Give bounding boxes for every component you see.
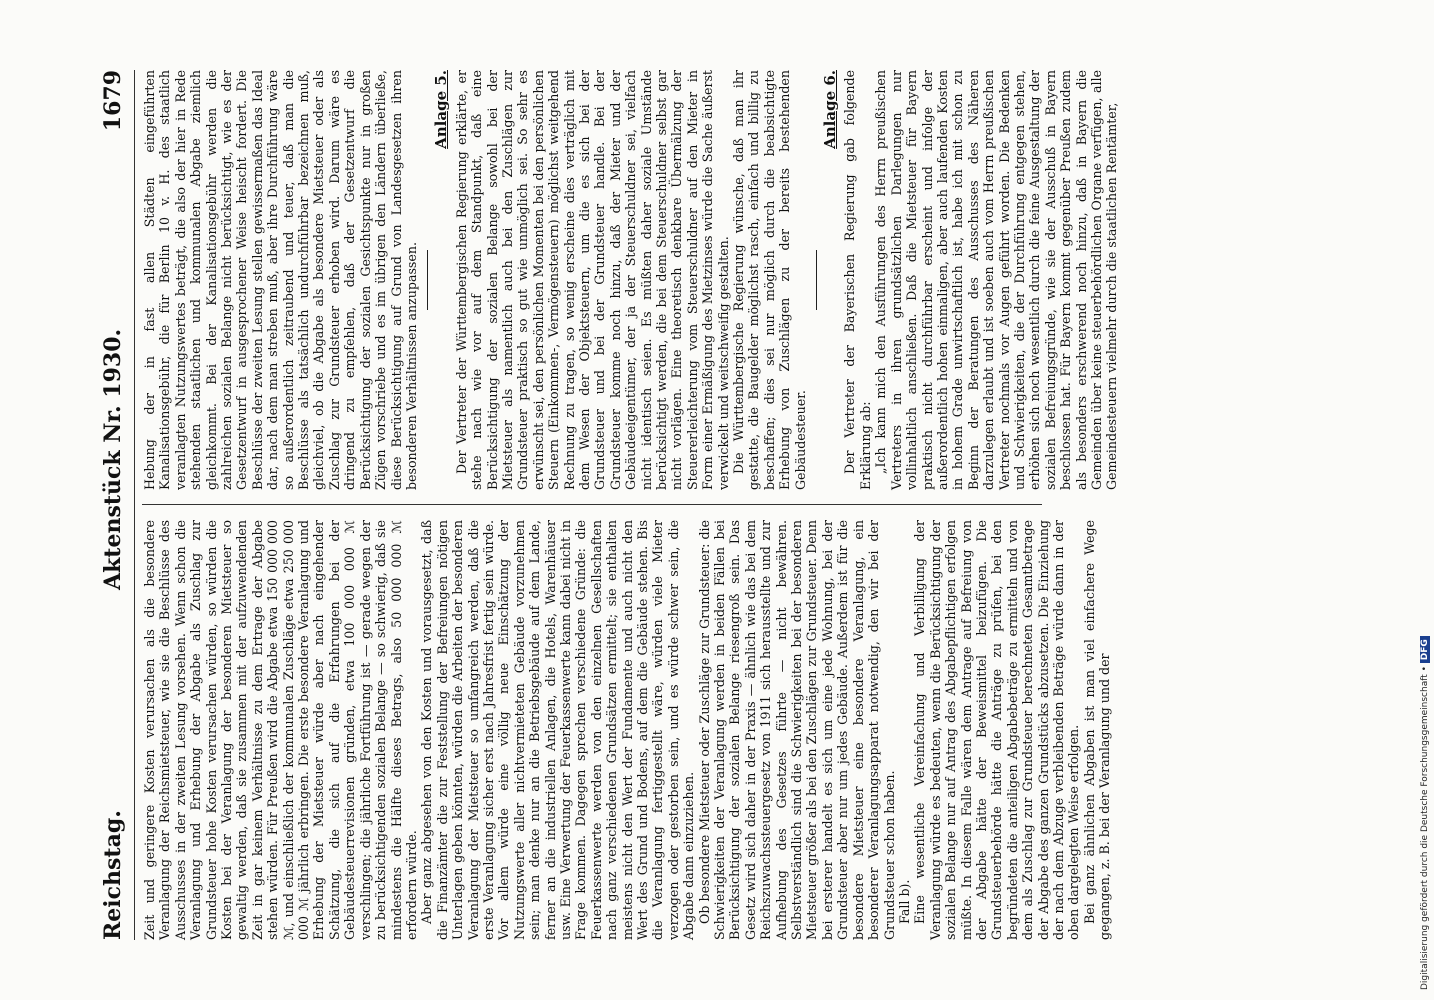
credit-text: Digitalisierung gefördert durch die Deutsche Forschungsgemeinschaft • (1420, 666, 1430, 990)
section-rule (816, 250, 817, 310)
digitization-credit (1420, 636, 1430, 990)
page-number: 1679 (100, 70, 126, 132)
column-right (142, 70, 1120, 490)
paragraph: Der Vertreter der Württembergischen Regierung erklärte, er stehe nach wie vor auf dem Standpunkt, daß eine Berücksichtigung der sozialen Belange sowohl bei der Mietsteuer als namentlich auch bei den Zuschlägen zur Grundsteuer praktisch so gut wie unmöglich sei. So sehr es erwünscht sei, den persönlichen Momenten bei den persönlichen Steuern (Einkommen-, Vermögensteuern) möglichst weitgehend Rechnung zu tragen, so wenig erscheine dies verträglich mit dem Wesen der Objektsteuern, um die es sich bei der Grundsteuer und bei der Grundsteuer handle. Bei der Grundsteuer komme noch hinzu, daß der Mieter und der Gebäudeeigentümer, der ja der Steuerschuldner sei, vielfach nicht identisch seien. Es müßten daher soziale Umstände berücksichtigt werden, die bei dem Steuerschuldner selbst gar nicht vorlägen. Eine theoretisch denkbare Übermälzung der Steuererleichterung vom Steuerschuldner auf den Mieter in Form einer Ermäßigung des Mietzinses würde die Sache äußerst verwickelt und weitschweifig gestalten. (453, 70, 731, 490)
paragraph: Eine wesentliche Vereinfachung und Verbilligung der Veranlagung würde es bedeuten, wenn die Berücksichtigung der sozialen Belange nur auf Antrag des Abgabepflichtigen erfolgen müßte. In diesem Falle wären dem Antrage auf Befreiung von der Abgabe hätte der Beweismittel beizufügen. Die Grundsteuerbehörde hätte die Anträge zu prüfen, bei den begründeten die anteiligen Abgabebeträge zu ermitteln und von dem als Zuschlag zur Grundsteuer berechneten Gesamtbetrage der Abgabe des ganzen Grundstücks abzusetzen. Die Einziehung der nach dem Abzuge verbleibenden Beträge würde dann in der oben dargelegten Weise erfolgen. (912, 520, 1082, 940)
case-heading: Fall b). (896, 879, 912, 924)
header-rule (134, 70, 135, 940)
paragraph: „Ich kann mich den Ausführungen des Herrn preußischen Vertreters in ihren grundsätzlichen Darlegungen nur vollinhaltlich anschließen. Daß die Mietsteuer für Bayern praktisch nicht durchführbar erscheint und infolge der außerordentlich hohen einmaligen, aber auch laufenden Kosten in hohem Grade unwirtschaftlich ist, habe ich mit schon zu Beginn der Beratungen des Ausschusses des Näheren darzulegen erlaubt und ist soeben auch vom Herrn preußischen Vertreter nochmals vor Augen geführt worden. Die Bedenken und Schwierigkeiten, die der Durchführung entgegen stehen, erhöhen sich noch wesentlich durch die feine Ausgestaltung der sozialen Befreiungsgründe, wie sie der Ausschuß in Bayern beschlossen hat. Für Bayern kommt gegenüber Preußen zudem als besonders erschwerend noch hinzu, daß in Bayern die Gemeinden über keine steuerbehördlichen Organe verfügen, alle Gemeindesteuern vielmehr durch die staatlichen Rentämter, (873, 70, 1120, 490)
page-header (100, 70, 134, 940)
column-divider (142, 504, 1042, 505)
column-left (142, 520, 1113, 940)
rotated-page (100, 70, 1420, 940)
section-rule (427, 250, 428, 310)
paragraph: Die Württembergische Regierung wünsche, daß man ihr gestatte, die Baugelder möglichst rasch, einfach und billig zu beschaffen; dies sei nur möglich durch die beabsichtigte Erhebung von Zuschlägen zu der bereits bestehenden Gebäudesteuer. (731, 70, 808, 490)
section-title-anlage-6: Anlage 6. (821, 70, 840, 149)
paragraph: Aber ganz abgesehen von den Kosten und vorausgesetzt, daß die Finanzämter die zur Feststellung der Befreiungen nötigen Unterlagen geben könnten, würden die Arbeiten der besonderen Veranlagung der Mietsteuer so umfangreich werden, daß die erste Veranlagung sicher erst nach Jahresfrist fertig sein würde. Vor allem würde eine völlig neue Einschätzung der Nutzungswerte aller nichtvermieteten Gebäude vorzunehmen sein; man denke nur an die Betriebsgebäude auf dem Lande, ferner an die industriellen Anlagen, die Hotels, Warenhäuser usw. Eine Verwertung der Feuerkassenwerte kann dabei nicht in Frage kommen. Dagegen sprechen verschiedene Gründe: die Feuerkassenwerte werden von den einzelnen Gesellschaften nach ganz verschiedenen Grundsätzen ermittelt; sie enthalten meistens nicht den Wert der Fundamente und auch nicht den Wert des Grund und Bodens, auf dem die Gebäude stehen. Bis die Veranlagung fertiggestellt wäre, würden viele Mieter verzogen oder gestorben sein, und es würde schwer sein, die Abgabe dann einzuziehen. (419, 520, 697, 940)
section-title-anlage-5: Anlage 5. (432, 70, 451, 149)
paragraph: Der Vertreter der Bayerischen Regierung gab folgende Erklärung ab: (842, 70, 873, 490)
paragraph: Zeit und geringere Kosten verursachen als die besondere Veranlagung der Reichsmietsteuer, wie sie die Beschlüsse des Ausschusses in der zweiten Lesung vorsehen. Wenn schon die Veranlagung und Erhebung der Abgabe als Zuschlag zur Grundsteuer hohe Kosten verursachen würden, so würden die Kosten bei der Veranlagung der besonderen Mietsteuer so gewaltig werden, daß sie zusammen mit der aufzuwendenden Zeit in gar keinem Verhältnisse zu dem Ertrage der Abgabe stehen würden. Für Preußen wird die Abgabe etwa 150 000 000 ℳ, und einschließlich der kommunalen Zuschläge etwa 250 000 000 ℳ jährlich erbringen. Die erste besondere Veranlagung und Erhebung der Mietsteuer würde aber nach eingehender Schätzung, die sich auf die Erfahrungen bei der Gebäudesteuerrevisionen gründen, etwa 100 000 000 ℳ verschlingen; die jährliche Fortführung ist — gerade wegen der zu berücksichtigenden sozialen Belange — so schwierig, daß sie mindestens die Hälfte dieses Betrags, also 50 000 000 ℳ erfordern würde. (142, 520, 419, 940)
paragraph: Hebung der in fast allen Städten eingeführten Kanalisationsgebühr, die für Berlin 10 v. H. des staatlich veranlagten Nutzungswertes beträgt, die also der hier in Rede stehenden staatlichen und kommunalen Abgabe ziemlich gleichkommt. Bei der Kanalisationsgebühr werden die zahlreichen sozialen Belange nicht berücksichtigt, wie es der Gesetzentwurf in ausgesprochener Weise heischt fordert. Die Beschlüsse der zweiten Lesung stellen gewissermaßen das Ideal dar, nach dem man streben muß, aber ihre Durchführung wäre so außerordentlich zeitraubend und teuer, daß man die Beschlüsse als tatsächlich undurchführbar bezeichnen muß, gleichviel, ob die Abgabe als besondere Mietsteuer oder als Zuschlag zur Grundsteuer erhoben wird. Darum wäre es dringend zu empfehlen, daß der Gesetzentwurf die Berücksichtigung der sozialen Gesichtspunkte nur in großen Zügen vorschriebe und es im übrigen den Ländern überließe, diese Berücksichtigung auf Grund von Landesgesetzen ihren besonderen Verhältnissen anzupassen. (142, 70, 419, 490)
paragraph: Ob besondere Mietsteuer oder Zuschläge zur Grundsteuer: die Schwierigkeiten der Veranlagung werden in beiden Fällen bei Berücksichtigung der sozialen Belange riesengroß sein. Das Gesetz wird sich daher in der Praxis — ähnlich wie das bei dem Reichszuwachssteuergesetz von 1911 sich herausstellte und zur Aufhebung des Gesetzes führte — nicht bewähren. Selbstverständlich sind die Schwierigkeiten bei der besonderen Mietsteuer größer als bei den Zuschlägen zur Grundsteuer. Denn bei ersterer handelt es sich um eine jede Wohnung, bei der Grundsteuer aber nur um jedes Gebäude. Außerdem ist für die besondere Mietsteuer eine besondere Veranlagung, ein besonderer Veranlagungsapparat notwendig, den wir bei der Grundsteuer schon haben. (696, 520, 897, 940)
header-center: Aktenstück Nr. 1930. (100, 328, 126, 590)
dfg-logo: DFG (1420, 636, 1430, 663)
paragraph: Bei ganz ähnlichen Abgaben ist man viel einfachere Wege gegangen, z. B. bei der Veranlagung und der (1081, 520, 1113, 940)
header-left: Reichstag. (100, 810, 126, 940)
